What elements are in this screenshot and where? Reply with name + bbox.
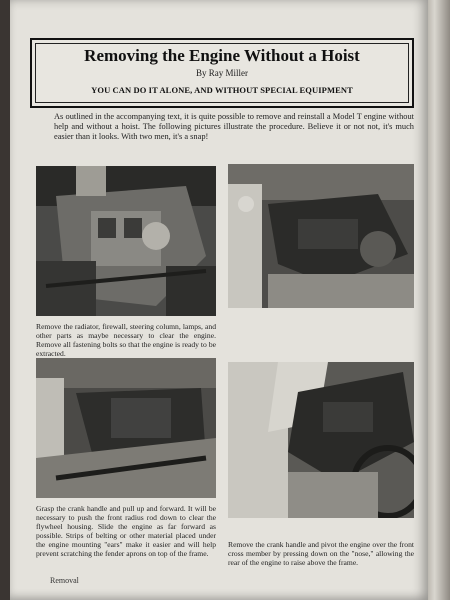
photo-pull-crank	[36, 358, 216, 498]
caption-photo-1: Remove the radiator, firewall, steering column, lamps, and other parts as maybe necessary to clear the engine. Remove all fastening bolts so that the engine is ready to be extracted.	[36, 322, 216, 358]
caption-photo-3: Grasp the crank handle and pull up and forward. It will be necessary to push the front radius rod down to clear the flywheel housing. Slide the engine as far forward as possible. Strips of belting or other material placed under the engine mounting "ears" make it easier and will help prevent scratching the fender aprons on top of the frame.	[36, 504, 216, 558]
intro-paragraph: As outlined in the accompanying text, it is quite possible to remove and reinstall a Model T engine without help and without a hoist. The following pictures illustrate the procedure. Believe it or not not, it's much easier than it looks. With two men, it's a snap!	[54, 112, 414, 141]
caption-photo-4: Remove the crank handle and pivot the engine over the front cross member by pressing down on the "nose," allowing the rear of the engine to raise above the frame.	[228, 540, 414, 567]
photo-engine-side	[228, 164, 414, 308]
page-footer-label: Removal	[50, 576, 79, 585]
magazine-page	[10, 0, 428, 600]
article-title: Removing the Engine Without a Hoist	[84, 46, 360, 65]
photo-engine-bay	[36, 166, 216, 316]
next-page-edge	[428, 0, 450, 600]
photo-pivot-engine	[228, 362, 414, 518]
article-subtitle: YOU CAN DO IT ALONE, AND WITHOUT SPECIAL EQUIPMENT	[91, 85, 353, 95]
title-box	[30, 38, 414, 108]
article-byline: By Ray Miller	[196, 68, 248, 78]
